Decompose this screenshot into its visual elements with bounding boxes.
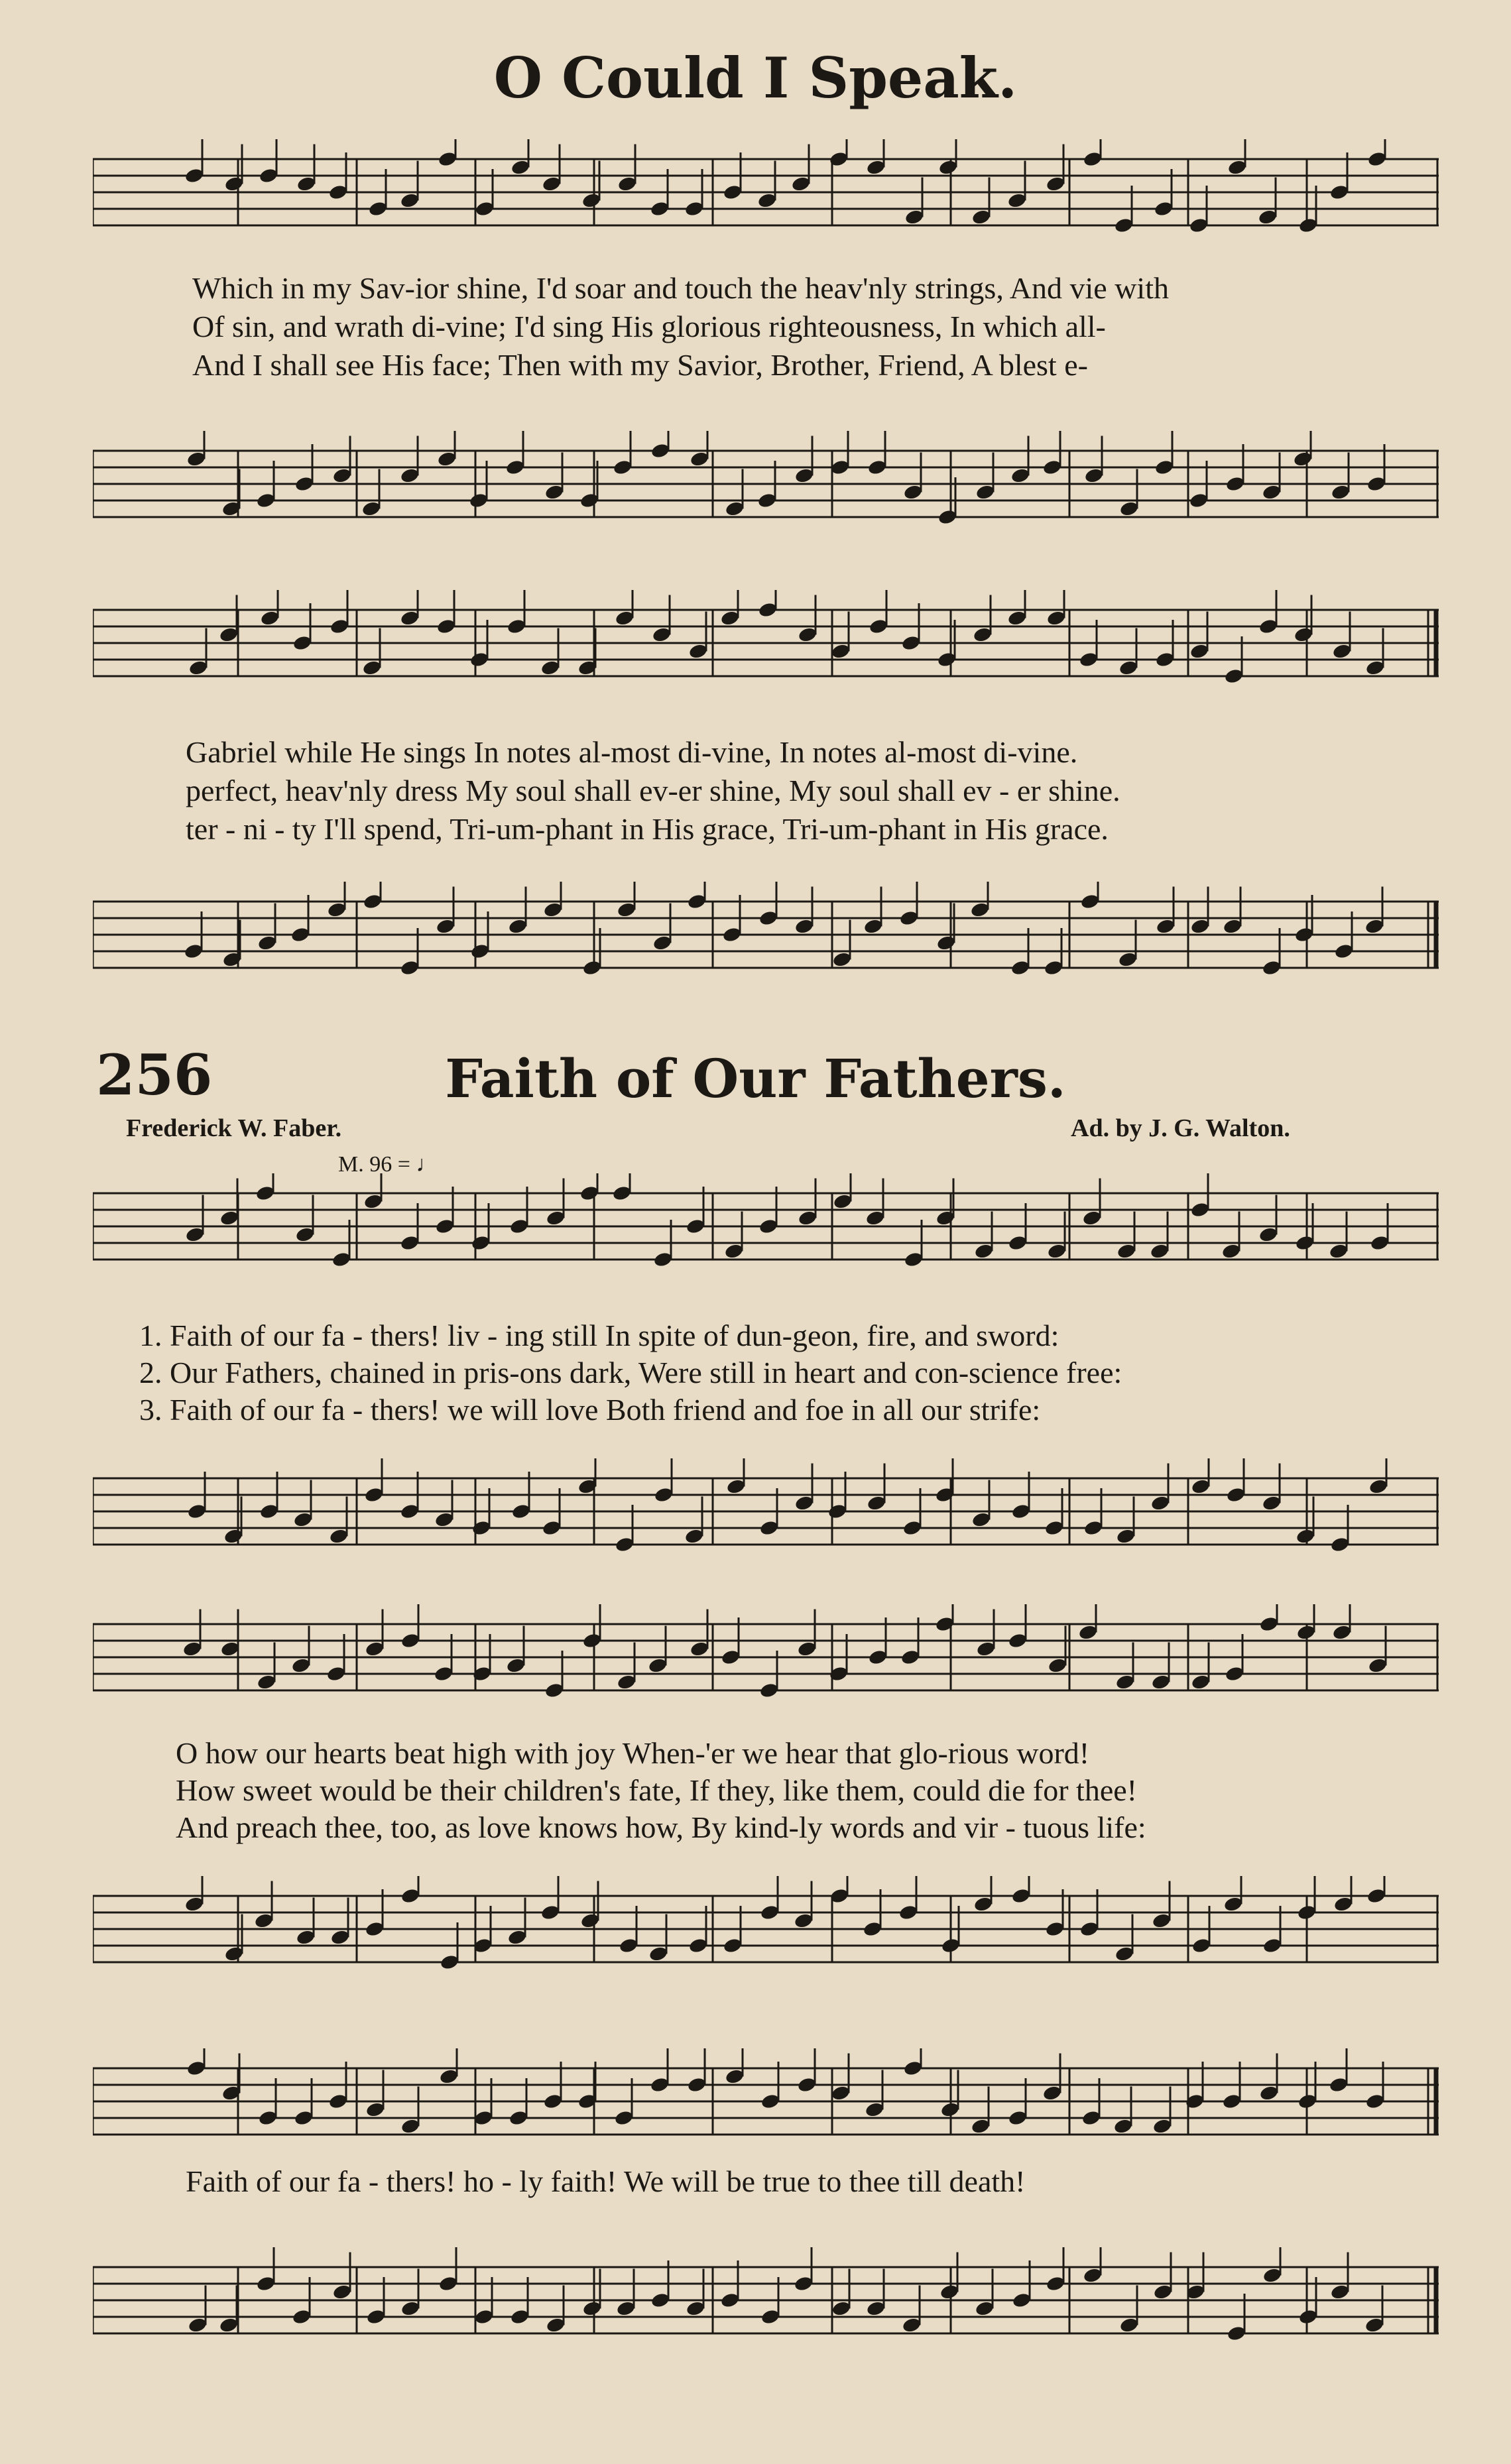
hymn-a-system1-lyric-2: Of sin, and wrath di-vine; I'd sing His glorious righteousness, In which all- — [192, 310, 1106, 343]
bass-staff-svg — [93, 1458, 1439, 1571]
hymn-b-arranger: Ad. by J. G. Walton. — [1071, 1114, 1290, 1142]
hymn-a-system2-bass-staff — [93, 882, 1439, 994]
hymn-b-system3-bass-staff — [93, 2247, 1439, 2360]
notes — [186, 431, 1387, 526]
bass-staff-svg — [93, 1876, 1439, 1989]
notes — [188, 590, 1386, 685]
hymn-a-system1-treble-staff — [93, 139, 1439, 252]
bass-staff-svg — [93, 882, 1439, 994]
notes — [184, 139, 1388, 234]
notes — [186, 2048, 1386, 2135]
hymn-b-system2-lyric-2: How sweet would be their children's fate, If they, like them, could die for thee! — [176, 1773, 1137, 1807]
hymn-a-system1-lyric-1: Which in my Sav-ior shine, I'd soar and touch the heav'nly strings, And vie with — [192, 271, 1169, 305]
hymn-b-tempo-marking: M. 96 = ♩ — [338, 1152, 439, 1177]
bass-staff-svg — [93, 431, 1439, 544]
notes — [184, 882, 1385, 976]
treble-staff-svg — [93, 590, 1439, 703]
hymn-b-system1-treble-staff — [93, 1173, 1439, 1286]
bass-staff-svg — [93, 2247, 1439, 2360]
hymn-a-system2-treble-staff — [93, 590, 1439, 703]
hymn-b-system1-bass-staff — [93, 1458, 1439, 1571]
hymn-b-system2-lyric-1: O how our hearts beat high with joy When-'er we hear that glo-rious word! — [176, 1736, 1090, 1770]
hymn-b-system3-treble-staff — [93, 2048, 1439, 2161]
hymn-b-system2-bass-staff — [93, 1876, 1439, 1989]
notes — [187, 1458, 1389, 1553]
hymn-b-author: Frederick W. Faber. — [126, 1114, 342, 1142]
hymn-b-system3-lyric-1: Faith of our fa - thers! ho - ly faith! We will be true to thee till death! — [186, 2164, 1026, 2198]
hymn-b-number: 256 — [96, 1042, 213, 1108]
notes — [188, 2247, 1385, 2342]
hymn-b-system2-treble-staff — [93, 1604, 1439, 1717]
treble-staff-svg — [93, 139, 1439, 252]
hymn-a-system2-lyric-3: ter - ni - ty I'll spend, Tri-um-phant in His grace, Tri-um-phant in His grace. — [186, 812, 1109, 846]
hymn-b-system1-lyric-2: 2. Our Fathers, chained in pris-ons dark, Were still in heart and con-science free: — [139, 1356, 1122, 1389]
hymn-a-system2-lyric-2: perfect, heav'nly dress My soul shall ev-er shine, My soul shall ev - er shine. — [186, 774, 1120, 807]
notes — [184, 1876, 1387, 1971]
hymn-a-system1-bass-staff — [93, 431, 1439, 544]
hymn-b-system1-lyric-3: 3. Faith of our fa - thers! we will love Both friend and foe in all our strife: — [139, 1393, 1041, 1427]
hymn-a-system1-lyric-3: And I shall see His face; Then with my Savior, Brother, Friend, A blest e- — [192, 348, 1088, 382]
treble-staff-svg — [93, 2048, 1439, 2161]
hymn-a-title: O Could I Speak. — [493, 45, 1018, 111]
treble-staff-svg — [93, 1604, 1439, 1717]
hymn-b-system2-lyric-3: And preach thee, too, as love knows how, By kind-ly words and vir - tuous life: — [176, 1810, 1146, 1844]
hymn-b-title: Faith of Our Fathers. — [445, 1047, 1066, 1110]
notes — [185, 1173, 1390, 1268]
hymn-b-system1-lyric-1: 1. Faith of our fa - thers! liv - ing still In spite of dun-geon, fire, and sword: — [139, 1319, 1059, 1352]
notes — [182, 1604, 1388, 1699]
treble-staff-svg — [93, 1173, 1439, 1286]
hymn-a-system2-lyric-1: Gabriel while He sings In notes al-most di-vine, In notes al-most di-vine. — [186, 735, 1078, 769]
